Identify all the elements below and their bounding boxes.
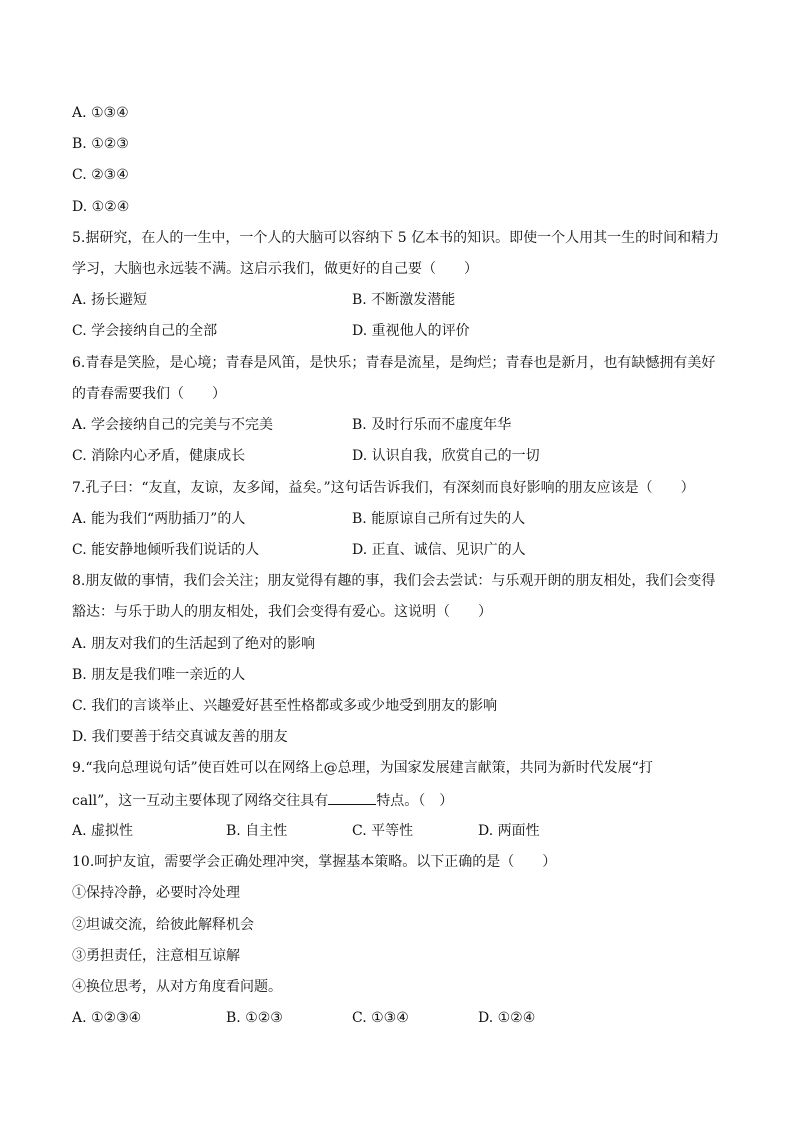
q7-option-b: B. 能原谅自己所有过失的人 [352, 511, 526, 527]
q9-option-b: B. 自主性 [226, 823, 288, 839]
q4-option-d: D. ①②④ [72, 199, 130, 215]
q9-option-c: C. 平等性 [352, 823, 414, 839]
q7-option-c: C. 能安静地倾听我们说话的人 [72, 542, 260, 558]
q9-stem-line2 [72, 790, 453, 810]
q9-stem-line2-before: call”，这一互动主要体现了网络交往具有 [72, 793, 329, 809]
q8-option-c: C. 我们的言谈举止、兴趣爱好甚至性格都或多或少地受到朋友的影响 [72, 698, 498, 714]
q4-option-c: C. ②③④ [72, 167, 129, 183]
q9-stem-line2-after: 特点。（ ） [376, 793, 454, 809]
q7-option-d: D. 正直、诚信、见识广的人 [352, 542, 526, 558]
q7-option-a: A. 能为我们“两肋插刀”的人 [72, 511, 246, 527]
q6-option-b: B. 及时行乐而不虚度年华 [352, 417, 512, 433]
q6-option-c: C. 消除内心矛盾，健康成长 [72, 448, 246, 464]
q5-option-c: C. 学会接纳自己的全部 [72, 323, 218, 339]
q10-item-2: ②坦诚交流，给彼此解释机会 [72, 917, 254, 933]
q8-stem-line2: 豁达：与乐于助人的朋友相处，我们会变得有爱心。这说明（ ） [72, 604, 492, 620]
q10-item-4: ④换位思考，从对方角度看问题。 [72, 979, 282, 995]
q7-stem-line1: 7.孔子曰：“友直，友谅，友多闻，益矣。”这句话告诉我们，有深刻而良好影响的朋友应该是（ ） [72, 480, 695, 496]
q6-option-a: A. 学会接纳自己的完美与不完美 [72, 417, 274, 433]
q6-stem-line1: 6.青春是笑脸，是心境；青春是风笛，是快乐；青春是流星，是绚烂；青春也是新月，也有缺憾拥有美好 [72, 355, 716, 371]
q5-stem-line1: 5.据研究，在人的一生中，一个人的大脑可以容纳下 5 亿本书的知识。即使一个人用其一生的时间和精力 [72, 230, 720, 246]
q8-option-a: A. 朋友对我们的生活起到了绝对的影响 [72, 636, 316, 652]
q5-option-a: A. 扬长避短 [72, 292, 148, 308]
q6-stem-line2: 的青春需要我们（ ） [72, 386, 226, 402]
q5-option-d: D. 重视他人的评价 [352, 323, 470, 339]
q10-option-c: C. ①③④ [352, 1010, 409, 1026]
q8-option-b: B. 朋友是我们唯一亲近的人 [72, 667, 246, 683]
q5-option-b: B. 不断激发潜能 [352, 292, 456, 308]
q9-option-d: D. 两面性 [478, 823, 540, 839]
q10-option-a: A. ①②③④ [72, 1010, 142, 1026]
q10-item-3: ③勇担责任，注意相互谅解 [72, 948, 240, 964]
q10-item-1: ①保持冷静，必要时冷处理 [72, 885, 240, 901]
q10-option-d: D. ①②④ [478, 1010, 536, 1026]
q10-stem-line1: 10.呵护友谊，需要学会正确处理冲突，掌握基本策略。以下正确的是（ ） [72, 854, 557, 870]
answer-blank [328, 790, 376, 805]
q9-stem-line1: 9.“我向总理说句话”使百姓可以在网络上@总理，为国家发展建言献策，共同为新时代发展“打 [72, 760, 653, 776]
q4-option-a: A. ①③④ [72, 105, 129, 121]
q4-option-b: B. ①②③ [72, 136, 129, 152]
q8-option-d: D. 我们要善于结交真诚友善的朋友 [72, 729, 288, 745]
q9-option-a: A. 虚拟性 [72, 823, 134, 839]
q5-stem-line2: 学习，大脑也永远装不满。这启示我们，做更好的自己要（ ） [72, 261, 478, 277]
q10-option-b: B. ①②③ [226, 1010, 283, 1026]
q6-option-d: D. 认识自我，欣赏自己的一切 [352, 448, 540, 464]
q8-stem-line1: 8.朋友做的事情，我们会关注；朋友觉得有趣的事，我们会去尝试：与乐观开朗的朋友相处，我们会变得 [72, 573, 716, 589]
